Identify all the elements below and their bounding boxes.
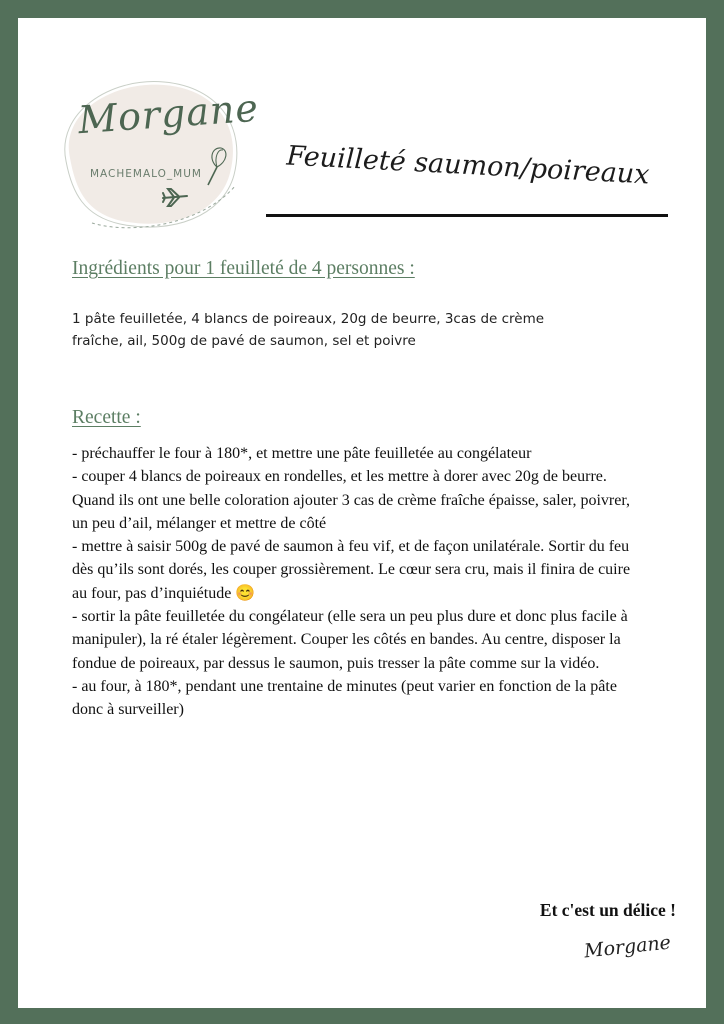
whisk-icon — [202, 145, 232, 189]
logo-script-name: Morgane — [76, 85, 261, 143]
airplane-icon — [162, 187, 188, 209]
recipe-step: - couper 4 blancs de poireaux en rondelles, et les mettre à dorer avec 20g de beurre. Quand ils ont une belle coloration ajouter 3 cas de crème fraîche épaisse, saler, poivrer, un peu d’ail, mélanger et mettre de côté — [72, 468, 631, 532]
ingredients-heading: Ingrédients pour 1 feuilleté de 4 personnes : — [72, 258, 415, 279]
recipe-step: - sortir la pâte feuilletée du congélateur (elle sera un peu plus dure et donc plus facile à manipuler), la ré étaler légèrement. Couper les côtés en bandes. Au centre, disposer la fondue de poireaux, par dessus le saumon, puis tresser la pâte comme sur la vidéo. — [72, 608, 628, 672]
recipe-step: - au four, à 180*, pendant une trentaine de minutes (peut varier en fonction de la pâte donc à surveiller) — [72, 677, 617, 719]
signature: Morgane — [583, 931, 672, 963]
ingredients-text: 1 pâte feuilletée, 4 blancs de poireaux, 20g de beurre, 3cas de crème fraîche, ail, 500g de pavé de saumon, sel et poivre — [72, 311, 545, 349]
recipe-steps — [72, 442, 642, 722]
recipe-step: - mettre à saisir 500g de pavé de saumon à feu vif, et de façon unilatérale. Sortir du feu dès qu’ils sont dorés, les couper grossièrement. Le cœur sera cru, mais il finira de cuire au four, pas d’inquiétude 😊 — [72, 538, 631, 602]
recipe-page — [18, 18, 706, 1008]
page-title: Feuilleté saumon/poireaux — [285, 140, 651, 191]
recipe-heading: Recette : — [72, 407, 141, 428]
brand-logo — [52, 73, 261, 233]
logo-subtitle: MACHEMALO_MUM — [90, 168, 202, 180]
recipe-step: - préchauffer le four à 180*, et mettre une pâte feuilletée au congélateur — [72, 445, 532, 462]
closing-line: Et c'est un délice ! — [539, 900, 676, 920]
title-underline — [266, 214, 668, 217]
